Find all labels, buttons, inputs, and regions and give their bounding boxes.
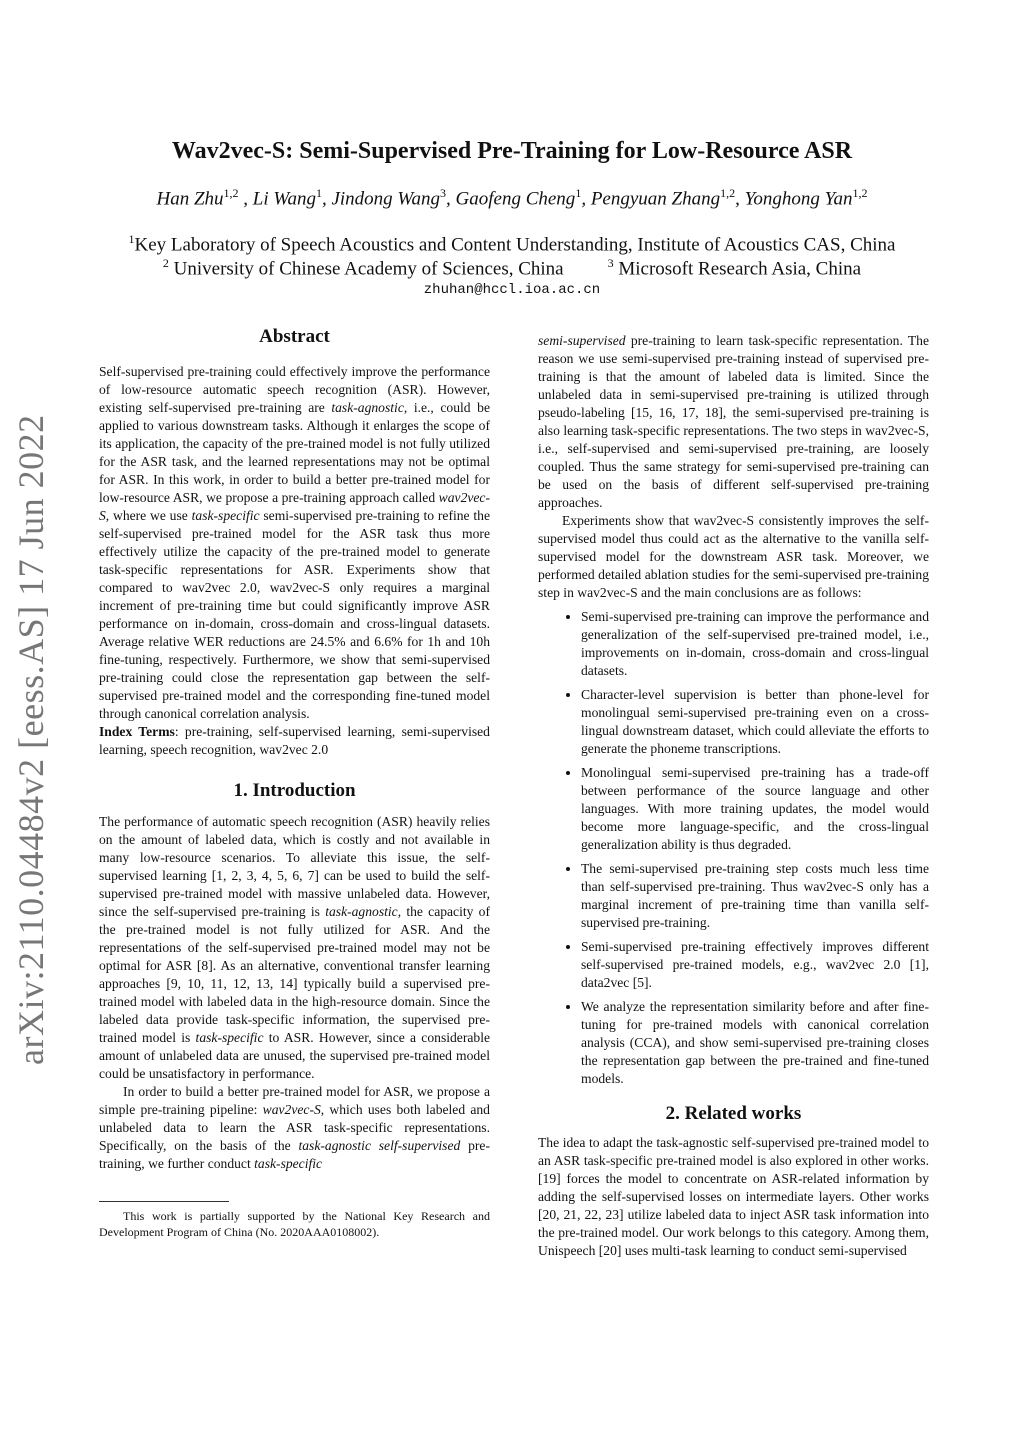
intro-paragraph-2-continued: semi-supervised pre-training to learn task-specific representation. The reason we use semi-supervised pre-training instead of supervised pre-training is that the amount of labeled data is limited. Since the unlabeled data in semi-supervised pre-training is utilized through pseudo-labeling [15, 16, 17, 18], the semi-supervised pre-training is also learning task-specific representations. The two steps in wav2vec-S, i.e., self-supervised and semi-supervised pre-training, are loosely coupled. Thus the same strategy for semi-supervised pre-training can be used on the basis of different self-supervised pre-training approaches. xyxy=(538,333,929,510)
conclusion-item: • The semi-supervised pre-training step costs much less time than self-supervised pre-training. Thus wav2vec-S only has a marginal increment of pre-training time than vanilla self-supervised pre-training. xyxy=(581,860,929,932)
related-works-paragraph: The idea to adapt the task-agnostic self-supervised pre-trained model to an ASR task-specific pre-trained model is also explored in other works. [19] forces the model to concentrate on ASR-related information by adding the self-supervised losses on intermediate layers. Other works [20, 21, 22, 23] utilize labeled data to inject ASR task information into the pre-trained model. Our work belongs to this category. Among them, Unispeech [20] uses multi-task learning to conduct semi-supervised xyxy=(538,1135,929,1258)
author-name: Yonghong Yan xyxy=(744,188,853,210)
author-name: Li Wang xyxy=(252,188,316,210)
paper-title: Wav2vec-S: Semi-Supervised Pre-Training for Low-Resource ASR xyxy=(171,138,853,164)
affiliation-2-text: University of Chinese Academy of Sciences, China xyxy=(168,258,564,280)
author-separator: , xyxy=(735,188,745,210)
related-works-heading: 2. Related works xyxy=(665,1103,802,1124)
author-affiliation-marker: 1 xyxy=(575,186,582,200)
affiliation-2-marker: 2 xyxy=(162,256,169,270)
author-separator: , xyxy=(446,188,456,210)
author-separator: , xyxy=(238,188,253,210)
author-name: Han Zhu xyxy=(156,188,224,210)
abstract-text: Self-supervised pre-training could effectively improve the performance of low-resource automatic speech recognition (ASR). However, existing self-supervised pre-training are task-agnostic, i.e., could be applied to various downstream tasks. Although it enlarges the scope of its application, the capacity of the pre-trained model is not fully utilized for the ASR task, and the learned representations may not be optimal for ASR. In this work, in order to build a better pre-trained model for low-resource ASR, we propose a pre-training approach called wav2vec-S, where we use task-specific semi-supervised pre-training to refine the self-supervised pre-trained model for the ASR task thus more effectively utilize the capacity of the pre-trained model to generate task-specific representations for ASR. Experiments show that compared to wav2vec 2.0, wav2vec-S only requires a marginal increment of pre-training time but could significantly improve ASR performance on in-domain, cross-domain and cross-lingual datasets. Average relative WER reductions are 24.5% and 6.6% for 1h and 10h fine-tuning, respectively. Furthermore, we show that semi-supervised pre-training could close the representation gap between the self-supervised pre-trained model and the corresponding fine-tuned model through canonical correlation analysis. xyxy=(99,364,491,721)
affiliation-1-text: Key Laboratory of Speech Acoustics and Content Understanding, Institute of Acoustics CAS, China xyxy=(134,234,896,256)
intro-paragraph-3: Experiments show that wav2vec-S consistently improves the self-supervised model thus could act as the alternative to the vanilla self-supervised model for the downstream ASR task. Moreover, we performed detailed ablation studies for the semi-supervised pre-training step in wav2vec-S and the main conclusions are as follows: xyxy=(538,513,929,600)
affiliation-3-text: Microsoft Research Asia, China xyxy=(613,258,862,280)
arxiv-identifier: arXiv:2110.04484v2 [eess.AS] 17 Jun 2022 xyxy=(11,414,51,1065)
conclusion-item: • Character-level supervision is better than phone-level for monolingual semi-supervised pre-training even on a cross-lingual downstream dataset, which could alleviate the efforts to generate the phoneme transcriptions. xyxy=(581,686,929,758)
left-column xyxy=(99,325,490,1240)
author-affiliation-marker: 1,2 xyxy=(852,186,868,200)
affiliation-3-marker: 3 xyxy=(607,256,614,270)
affiliation-1 xyxy=(0,232,1024,256)
author-email: zhuhan@hccl.ioa.ac.cn xyxy=(423,282,601,298)
author-name: Gaofeng Cheng xyxy=(455,188,576,210)
index-terms: Index Terms: pre-training, self-supervised learning, semi-supervised learning, speech recognition, wav2vec 2.0 xyxy=(99,724,490,757)
intro-paragraph-1: The performance of automatic speech recognition (ASR) heavily relies on the amount of labeled data, which is costly and not available in many low-resource scenarios. To alleviate this issue, the self-supervised learning [1, 2, 3, 4, 5, 6, 7] can be used to build the self-supervised pre-trained model with massive unlabeled data. However, since the self-supervised pre-training is task-agnostic, the capacity of the pre-trained model is not fully utilized for ASR. And the representations of the self-supervised pre-trained model may not be optimal for ASR [8]. As an alternative, conventional transfer learning approaches [9, 10, 11, 12, 13, 14] typically build a supervised pre-trained model with labeled data in the high-resource domain. Since the labeled data provide task-specific information, the supervised pre-trained model is task-specific to ASR. However, since a considerable amount of unlabeled data are unused, the supervised pre-trained model could be unsatisfactory in performance. xyxy=(99,814,491,1081)
author-affiliation-marker: 3 xyxy=(440,186,447,200)
affiliation-1-marker: 1 xyxy=(128,232,135,246)
author-name: Pengyuan Zhang xyxy=(590,188,721,210)
introduction-heading: 1. Introduction xyxy=(233,780,356,801)
author-list xyxy=(0,186,1024,210)
funding-footnote: This work is partially supported by the National Key Research and Development Program of China (No. 2020AAA0108002). xyxy=(99,1209,490,1239)
conclusion-item: • Semi-supervised pre-training effectively improves different self-supervised pre-trained models, e.g., wav2vec 2.0 [1], data2vec [5]. xyxy=(581,938,929,992)
author-affiliation-marker: 1,2 xyxy=(720,186,736,200)
author-name: Jindong Wang xyxy=(331,188,441,210)
intro-paragraph-2: In order to build a better pre-trained model for ASR, we propose a simple pre-training pipeline: wav2vec-S, which uses both labeled and unlabeled data to learn the ASR task-specific representations. Specifically, on the basis of the task-agnostic self-supervised pre-training, we further conduct task-specific xyxy=(99,1084,490,1171)
right-column xyxy=(538,332,929,1260)
conclusions-list xyxy=(538,608,929,1088)
conclusion-item: • Monolingual semi-supervised pre-training has a trade-off between performance of the source language and other languages. With more training updates, the model would become more language-specific, and the cross-lingual generalization ability is thus degraded. xyxy=(581,764,929,854)
affiliation-2-3 xyxy=(0,256,1024,280)
author-separator: , xyxy=(581,188,591,210)
author-affiliation-marker: 1,2 xyxy=(223,186,239,200)
conclusion-item: • We analyze the representation similarity before and after fine-tuning for pre-trained models with canonical correlation analysis (CCA), and show semi-supervised pre-training closes the representation gap between the pre-trained and fine-tuned models. xyxy=(581,998,929,1088)
author-affiliation-marker: 1 xyxy=(315,186,322,200)
conclusion-item: • Semi-supervised pre-training can improve the performance and generalization of the self-supervised pre-trained model, i.e., improvements on in-domain, cross-domain and cross-lingual datasets. xyxy=(581,608,929,680)
author-separator: , xyxy=(321,188,332,210)
footnote-rule xyxy=(99,1201,229,1202)
abstract-heading: Abstract xyxy=(259,326,330,347)
